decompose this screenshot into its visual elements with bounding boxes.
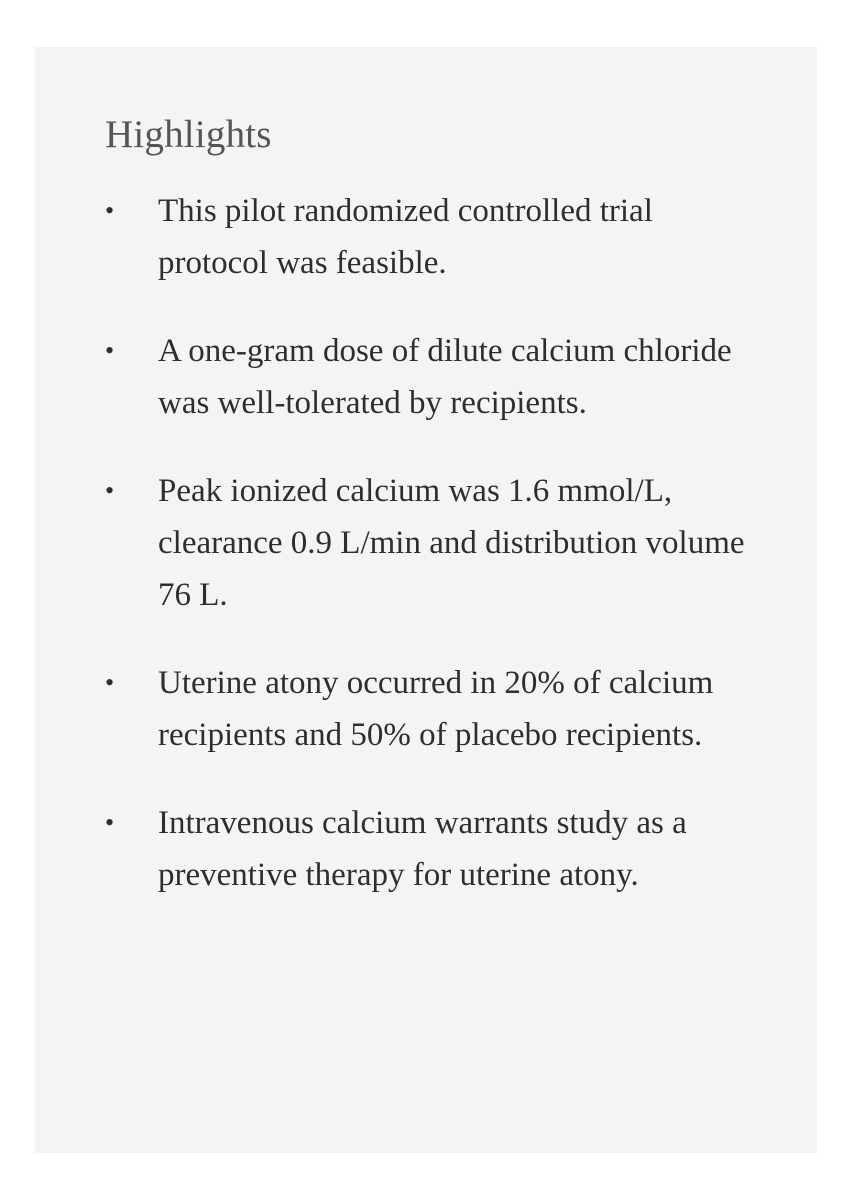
bullet-icon: • bbox=[105, 668, 115, 697]
highlight-text: Uterine atony occurred in 20% of calcium recipients and 50% of placebo recipients. bbox=[158, 665, 714, 753]
highlight-item bbox=[105, 465, 757, 621]
bullet-icon: • bbox=[105, 336, 115, 365]
highlight-item bbox=[105, 797, 757, 901]
highlight-item bbox=[105, 657, 757, 761]
highlights-list bbox=[105, 185, 757, 901]
highlight-text: A one-gram dose of dilute calcium chloride was well-tolerated by recipients. bbox=[158, 333, 732, 421]
highlight-item bbox=[105, 185, 757, 289]
highlight-item bbox=[105, 325, 757, 429]
bullet-icon: • bbox=[105, 476, 115, 505]
bullet-icon: • bbox=[105, 808, 115, 837]
highlight-text: This pilot randomized controlled trial protocol was feasible. bbox=[158, 193, 653, 281]
highlights-box bbox=[35, 47, 817, 1153]
highlight-text: Intravenous calcium warrants study as a preventive therapy for uterine atony. bbox=[158, 805, 687, 893]
highlight-text: Peak ionized calcium was 1.6 mmol/L, clearance 0.9 L/min and distribution volume 76 L. bbox=[158, 473, 745, 613]
bullet-icon: • bbox=[105, 196, 115, 225]
highlights-title: Highlights bbox=[105, 113, 272, 156]
